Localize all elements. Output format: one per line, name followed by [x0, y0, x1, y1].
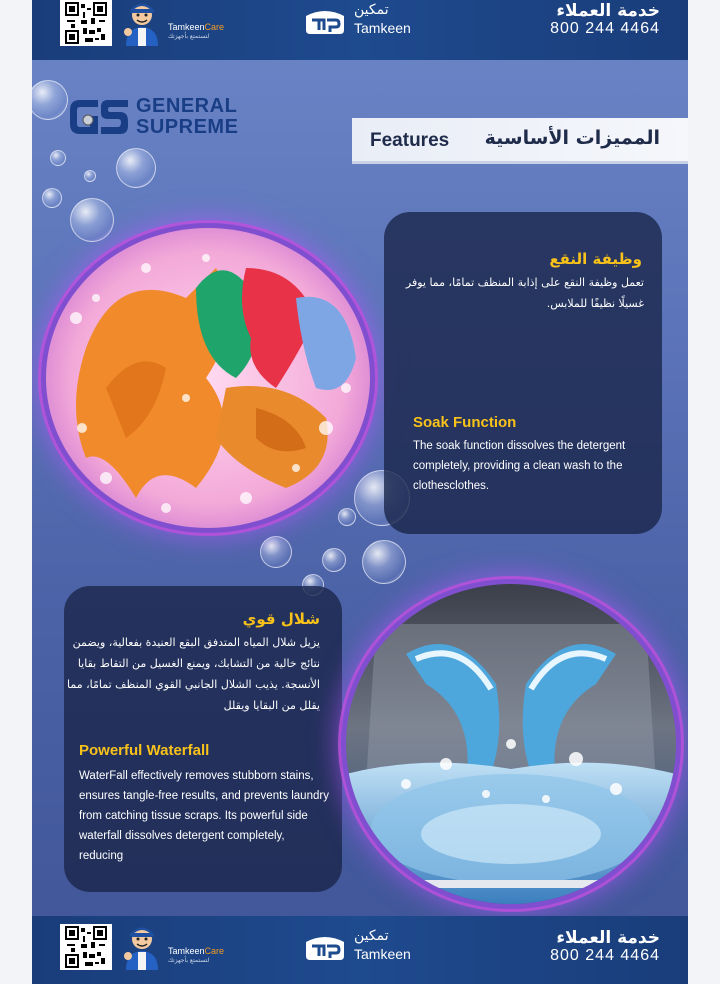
care-name-part1: Tamkeen — [168, 946, 205, 956]
mascot-icon — [118, 0, 166, 46]
tamkeen-care-brand — [168, 22, 238, 40]
care-tagline: لتستمتع بأجهزتك — [168, 957, 210, 964]
bubble-decoration — [84, 170, 96, 182]
footer-bar — [32, 916, 688, 984]
care-name-part1: Tamkeen — [168, 22, 205, 32]
general-supreme-wordmark — [136, 96, 238, 138]
care-name-part2: Care — [204, 22, 225, 32]
bubble-decoration — [42, 188, 62, 208]
brand-line1: GENERAL — [136, 95, 238, 117]
bubble-decoration — [50, 150, 66, 166]
bubble-decoration — [32, 80, 68, 120]
features-title-ar: المميزات الأساسية — [484, 127, 660, 149]
tamkeen-care-brand — [168, 946, 238, 964]
customer-service-phone[interactable]: 800 244 4464 — [550, 20, 660, 37]
laundry-soak-image — [46, 228, 370, 528]
bubble-decoration — [70, 198, 114, 242]
tamkeen-english: Tamkeen — [354, 20, 411, 36]
tamkeen-english: Tamkeen — [354, 946, 411, 962]
tamkeen-arabic: تمكين — [354, 2, 389, 18]
waterfall-title-en: Powerful Waterfall — [79, 742, 210, 759]
bubble-decoration — [116, 148, 156, 188]
care-tagline: لتستمتع بأجهزتك — [168, 33, 210, 40]
care-name-part2: Care — [204, 946, 225, 956]
flyer-page — [32, 0, 688, 984]
bubble-decoration — [260, 536, 292, 568]
bubble-decoration — [362, 540, 406, 584]
soak-title-en: Soak Function — [413, 414, 517, 431]
waterfall-text-ar: يزيل شلال المياه المتدفق البقع العنيدة بفعالية، ويضمن نتائج خالية من التشابك، ويمنع الغسيل من التقاط بقايا الأنسجة. يذيب الشلال الجانبي القوي المنظف تمامًا، مما يقلل من البقايا ويقلل — [67, 636, 320, 712]
soak-title-ar: وظيفة النقع — [549, 250, 642, 268]
customer-service-phone[interactable]: 800 244 4464 — [550, 947, 660, 964]
bubble-decoration — [338, 508, 356, 526]
customer-service-label: خدمة العملاء — [556, 928, 660, 948]
brand-line2: SUPREME — [136, 116, 239, 138]
soak-text-ar: تعمل وظيفة النقع على إذابة المنظف تمامًا، مما يوفر غسيلًا نظيفًا للملابس. — [405, 276, 644, 310]
waterfall-drum-image — [346, 584, 676, 904]
waterfall-text-en: WaterFall effectively removes stubborn stains, ensures tangle-free results, and prevents laundry from catching tissue scraps. Its powerful side waterfall dissolves detergent completely, reducing — [79, 770, 329, 862]
features-title-en: Features — [370, 130, 450, 151]
tamkeen-arabic: تمكين — [354, 928, 389, 944]
mascot-icon — [118, 922, 166, 970]
general-supreme-logo-icon — [68, 96, 130, 138]
bubble-decoration — [322, 548, 346, 572]
soak-function-panel — [384, 212, 662, 534]
header-bar — [32, 0, 688, 60]
left-margin — [0, 0, 32, 984]
tamkeen-logo-icon — [302, 932, 348, 962]
right-margin — [688, 0, 720, 984]
waterfall-title-ar: شلال قوي — [242, 610, 320, 628]
customer-service-label: خدمة العملاء — [556, 1, 660, 21]
qr-code-icon[interactable] — [60, 0, 112, 46]
tamkeen-logo-icon — [302, 6, 348, 36]
qr-code-icon[interactable] — [60, 924, 112, 970]
features-banner — [352, 118, 688, 164]
soak-text-en: The soak function dissolves the detergent completely, providing a clean wash to the clothesclothes. — [413, 440, 626, 492]
waterfall-panel — [64, 586, 342, 892]
